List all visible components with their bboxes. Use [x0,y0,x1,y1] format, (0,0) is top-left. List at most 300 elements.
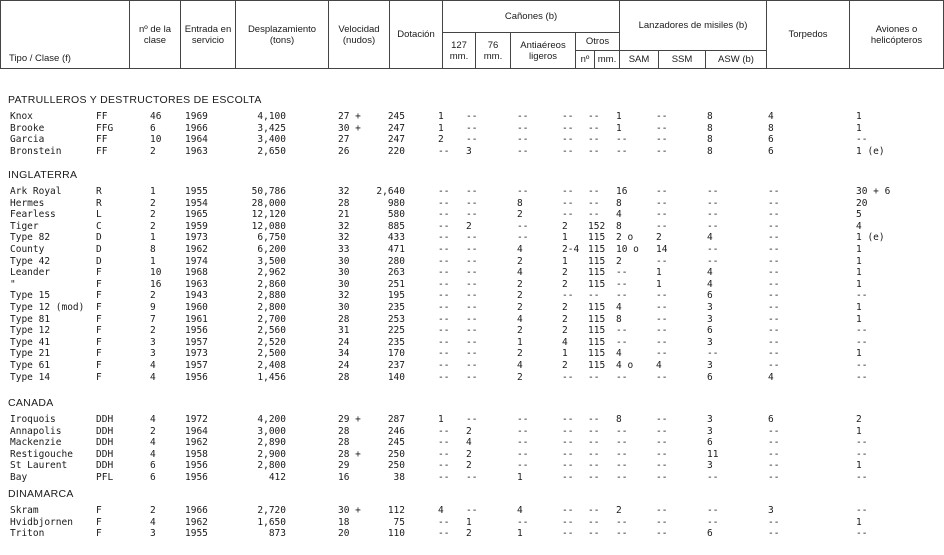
table-cell: 10 [150,267,162,279]
table-cell: -- [438,313,450,325]
table-cell: 3 [707,460,713,472]
col-desplaz: Desplazamiento (tons) [236,1,329,69]
table-cell: 1961 [185,313,208,325]
table-cell: 2 [150,197,156,209]
table-cell: 1 [562,255,568,267]
table-cell: 225 [387,325,405,337]
col-dotacion: Dotación [390,1,443,69]
table-row [0,528,944,540]
table-cell: 115 [588,336,606,348]
table-cell: 2,700 [257,313,286,325]
col-lanzadores: Lanzadores de misiles (b) [620,1,767,51]
table-cell: -- [438,244,450,255]
table-cell: 245 [387,111,405,122]
table-cell: 1 [856,425,862,437]
table-cell: -- [656,528,668,540]
table-cell: 2 [438,134,444,146]
table-cell: 6 [150,122,156,134]
table-cell: 115 [588,244,606,255]
table-cell: 1957 [185,360,208,371]
table-cell: 1943 [185,290,208,302]
table-cell: -- [656,255,668,267]
table-cell: St Laurent [10,460,68,472]
table-cell: 2 [466,460,472,472]
table-cell: 1968 [185,267,208,279]
table-cell: 1 [856,111,862,122]
table-cell: 1956 [185,371,208,383]
table-cell: 115 [588,302,606,313]
table-cell: -- [616,336,628,348]
table-cell: -- [856,505,868,516]
table-cell: 20 [338,528,350,540]
table-cell: 1 (e) [856,145,885,157]
table-cell: -- [588,505,600,516]
table-cell: 195 [387,290,405,302]
table-cell: 33 [338,244,350,255]
table-cell: D [96,232,102,244]
table-cell: -- [562,186,574,197]
table-cell: 4 [150,371,156,383]
table-cell: 246 [387,425,405,437]
table-cell: -- [588,197,600,209]
table-cell: -- [438,336,450,348]
table-cell: 2,890 [257,437,286,449]
table-cell: -- [707,348,719,360]
table-cell: -- [616,325,628,337]
table-cell: 28 [338,313,350,325]
table-cell: -- [517,425,529,437]
table-cell: 1954 [185,197,208,209]
table-row [0,290,944,302]
section-title: PATRULLEROS Y DESTRUCTORES DE ESCOLTA [8,94,262,106]
table-cell: 32 [338,290,350,302]
table-cell: -- [438,302,450,313]
table-cell: Hvidbjornen [10,516,73,528]
table-cell: -- [588,425,600,437]
table-cell: 27 [338,134,350,146]
table-row [0,209,944,221]
table-cell: 1,456 [257,371,286,383]
table-cell: 1966 [185,122,208,134]
table-cell: -- [707,505,719,516]
col-otros: Otros [576,33,620,51]
table-cell: 580 [387,209,405,221]
table-cell: 8 [517,197,523,209]
table-cell: 1972 [185,414,208,425]
table-row [0,505,944,517]
table-cell: -- [588,448,600,460]
table-cell: -- [466,302,478,313]
table-cell: 170 [387,348,405,360]
table-cell: 2 [517,278,523,290]
table-cell: 152 [588,220,606,232]
table-cell: -- [856,360,868,371]
table-cell: -- [438,290,450,302]
table-cell: -- [466,244,478,255]
table-cell: -- [438,528,450,540]
table-cell: 32 [338,186,350,197]
table-cell: Type 12 (mod) [10,302,85,313]
table-cell: 1 [562,348,568,360]
table-cell: Bay [10,472,28,483]
table-cell: F [96,302,102,313]
table-cell: -- [707,516,719,528]
table-cell: 8 [768,122,774,134]
table-cell: 6,200 [257,244,286,255]
table-cell: 1 [150,232,156,244]
table-cell: 14 [656,244,668,255]
table-cell: 1962 [185,516,208,528]
table-cell: 4,200 [257,414,286,425]
table-cell: 6 [707,371,713,383]
table-cell: 4 [616,302,622,313]
table-cell: -- [768,244,780,255]
table-cell: -- [656,290,668,302]
table-cell: 3,400 [257,134,286,146]
table-cell: 1 (e) [856,232,885,244]
table-cell: -- [656,336,668,348]
table-cell: 245 [387,437,405,449]
table-cell: -- [768,220,780,232]
table-cell: Type 41 [10,336,51,348]
table-cell: 110 [387,528,405,540]
table-cell: -- [768,360,780,371]
table-row [0,244,944,256]
table-row [0,123,944,135]
table-cell: 1 [856,516,862,528]
table-cell: -- [616,460,628,472]
table-cell: 1955 [185,186,208,197]
table-cell: -- [438,437,450,449]
col-otros-n: nº [576,51,595,69]
table-cell: -- [466,290,478,302]
table-cell: 4 [768,371,774,383]
table-cell: -- [438,255,450,267]
table-cell: Leander [10,267,51,279]
table-cell: 250 [387,448,405,460]
table-cell: 29 + [338,414,361,425]
table-cell: Type 12 [10,325,51,337]
table-cell: 6 [707,290,713,302]
table-cell: 32 [338,220,350,232]
table-cell: -- [517,414,529,425]
table-row [0,314,944,326]
table-cell: -- [856,371,868,383]
table-cell: 1 [856,313,862,325]
table-cell: -- [562,528,574,540]
table-cell: County [10,244,45,255]
table-cell: 1960 [185,302,208,313]
table-cell: 16 [338,472,350,483]
table-cell: 1974 [185,255,208,267]
table-cell: 247 [387,122,405,134]
table-cell: FFG [96,122,114,134]
table-cell: 4 [856,220,862,232]
table-cell: 3,000 [257,425,286,437]
table-cell: 3 [707,313,713,325]
table-cell: 885 [387,220,405,232]
table-cell: -- [768,472,780,483]
table-cell: 8 [616,220,622,232]
table-cell: Iroquois [10,414,56,425]
table-cell: -- [466,371,478,383]
table-cell: -- [768,232,780,244]
table-cell: -- [656,472,668,483]
table-cell: 412 [268,472,286,483]
table-cell: 1 [656,278,662,290]
table-cell: 12,080 [251,220,286,232]
table-cell: 8 [707,111,713,122]
table-cell: 2 [562,220,568,232]
table-cell: 4 [150,448,156,460]
table-cell: 1 [616,111,622,122]
table-cell: -- [466,472,478,483]
table-row [0,302,944,314]
table-cell: 1962 [185,437,208,449]
table-cell: 1 [517,472,523,483]
table-cell: 1973 [185,232,208,244]
table-cell: 112 [387,505,405,516]
table-cell: -- [562,134,574,146]
table-cell: F [96,505,102,516]
table-cell: -- [768,528,780,540]
table-cell: 1956 [185,460,208,472]
col-aviones: Aviones o helicópteros [850,1,944,69]
table-cell: F [96,516,102,528]
table-cell: 2 [616,505,622,516]
table-cell: 980 [387,197,405,209]
table-cell: -- [616,437,628,449]
table-cell: -- [588,134,600,146]
table-cell: 1 [466,516,472,528]
table-cell: -- [616,145,628,157]
table-cell: -- [616,448,628,460]
table-cell: 20 [856,197,868,209]
table-cell: 1 [438,122,444,134]
table-cell: -- [656,516,668,528]
table-cell: 2 [562,360,568,371]
table-cell: 4 o [616,360,634,371]
table-cell: -- [517,460,529,472]
table-cell: -- [588,290,600,302]
col-76: 76 mm. [476,33,511,69]
table-cell: -- [438,145,450,157]
table-cell: Type 81 [10,313,51,325]
table-cell: Mackenzie [10,437,62,449]
table-cell: 38 [393,472,405,483]
table-cell: 1 [856,255,862,267]
table-cell: 4 [562,336,568,348]
table-cell: F [96,267,102,279]
table-cell: -- [768,255,780,267]
table-cell: -- [438,425,450,437]
table-cell: 3 [150,336,156,348]
table-cell: R [96,197,102,209]
table-cell: -- [856,448,868,460]
table-cell: -- [438,360,450,371]
table-cell: 3 [466,145,472,157]
table-cell: 32 [338,232,350,244]
table-cell: 253 [387,313,405,325]
table-cell: -- [466,134,478,146]
table-cell: -- [616,278,628,290]
table-cell: 3 [150,528,156,540]
table-cell: -- [616,371,628,383]
table-cell: 4 [517,244,523,255]
table-cell: Tiger [10,220,39,232]
table-cell: F [96,325,102,337]
table-cell: 28 [338,197,350,209]
table-cell: -- [768,425,780,437]
table-cell: -- [562,290,574,302]
table-cell: -- [466,313,478,325]
table-cell: -- [466,505,478,516]
table-cell: 75 [393,516,405,528]
table-cell: 1957 [185,336,208,348]
table-cell: 140 [387,371,405,383]
table-row [0,437,944,449]
table-cell: -- [616,267,628,279]
table-cell: 2,800 [257,460,286,472]
table-cell: -- [656,186,668,197]
table-cell: 27 + [338,111,361,122]
table-row [0,449,944,461]
table-cell: -- [562,111,574,122]
table-cell: -- [517,134,529,146]
table-cell: 115 [588,232,606,244]
table-cell: -- [562,122,574,134]
table-cell: -- [517,186,529,197]
table-cell: F [96,290,102,302]
table-cell: 4 [438,505,444,516]
table-cell: -- [466,255,478,267]
table-cell: Annapolis [10,425,62,437]
table-cell: 16 [616,186,628,197]
table-cell: -- [656,302,668,313]
table-cell: 6 [707,325,713,337]
table-cell: -- [517,448,529,460]
table-cell: 115 [588,313,606,325]
table-cell: -- [768,460,780,472]
table-cell: 9 [150,302,156,313]
table-cell: 28 [338,437,350,449]
table-cell: 4,100 [257,111,286,122]
table-cell: -- [588,371,600,383]
table-cell: 873 [268,528,286,540]
table-cell: 115 [588,267,606,279]
table-cell: -- [768,186,780,197]
table-cell: -- [562,505,574,516]
table-cell: -- [466,232,478,244]
table-cell: -- [768,267,780,279]
table-cell: -- [517,122,529,134]
table-cell: 2 [856,414,862,425]
table-cell: 2,800 [257,302,286,313]
table-cell: -- [438,460,450,472]
table-cell: 2 [517,371,523,383]
table-cell: 6 [707,437,713,449]
table-cell: -- [438,267,450,279]
table-cell: -- [588,460,600,472]
table-cell: -- [438,232,450,244]
table-cell: -- [588,528,600,540]
table-cell: -- [588,437,600,449]
table-cell: 8 [616,313,622,325]
table-cell: -- [438,472,450,483]
table-cell: -- [856,325,868,337]
table-cell: 2 [150,425,156,437]
table-cell: Restigouche [10,448,73,460]
table-cell: 2,640 [376,186,405,197]
col-nclase: nº de la clase [130,1,181,69]
table-cell: 2 [517,302,523,313]
table-cell: 2 [150,505,156,516]
table-cell: -- [656,197,668,209]
table-cell: DDH [96,437,114,449]
table-cell: D [96,244,102,255]
table-cell: 433 [387,232,405,244]
table-row [0,372,944,384]
table-cell: 2 [466,220,472,232]
table-cell: F [96,278,102,290]
table-cell: -- [856,290,868,302]
table-cell: 2 [562,267,568,279]
table-cell: 3 [707,360,713,371]
table-cell: 1 [616,122,622,134]
table-cell: -- [707,255,719,267]
table-cell: -- [466,348,478,360]
table-cell: 115 [588,278,606,290]
table-row [0,360,944,372]
col-tipo: Tipo / Clase (f) [1,1,130,69]
table-cell: -- [438,516,450,528]
table-cell: F [96,336,102,348]
table-cell: 1 [856,460,862,472]
table-cell: 115 [588,255,606,267]
table-cell: 1,650 [257,516,286,528]
table-cell: 1 [856,267,862,279]
table-cell: 1956 [185,472,208,483]
col-torpedos: Torpedos [767,1,850,69]
section-title: INGLATERRA [8,169,78,181]
table-cell: 5 [856,209,862,221]
table-cell: 8 [707,134,713,146]
table-cell: 1 [856,278,862,290]
table-cell: 4 [707,232,713,244]
table-cell: 2,408 [257,360,286,371]
table-cell: F [96,371,102,383]
table-cell: -- [856,528,868,540]
table-cell: 235 [387,302,405,313]
table-cell: -- [768,448,780,460]
table-cell: 3,500 [257,255,286,267]
table-cell: 1963 [185,145,208,157]
table-cell: -- [562,414,574,425]
table-row [0,414,944,426]
table-cell: 2 [562,278,568,290]
table-cell: -- [588,209,600,221]
section-title: CANADA [8,397,54,409]
table-cell: 30 + [338,505,361,516]
table-cell: 1956 [185,325,208,337]
table-cell: 1 [150,255,156,267]
table-cell: -- [768,336,780,348]
table-cell: Type 14 [10,371,51,383]
table-cell: 2 [150,290,156,302]
table-cell: 280 [387,255,405,267]
table-cell: F [96,528,102,540]
table-cell: -- [656,122,668,134]
